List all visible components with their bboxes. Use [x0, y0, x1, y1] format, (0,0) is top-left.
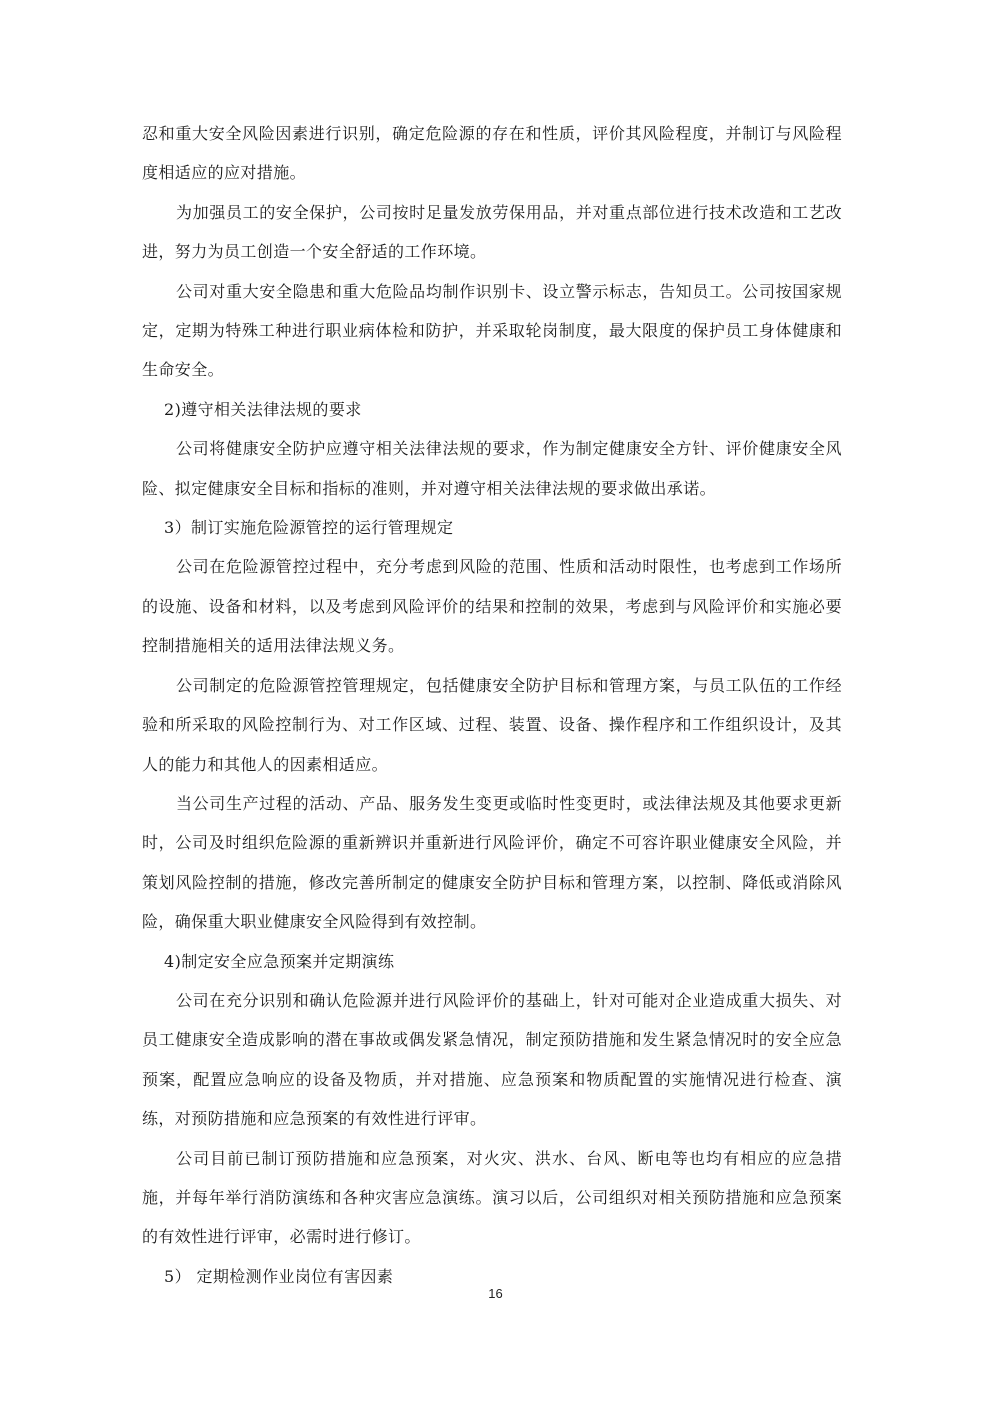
section-heading-5: 5） 定期检测作业岗位有害因素	[164, 1266, 394, 1286]
document-body	[142, 114, 842, 1296]
section-heading-4: 4)制定安全应急预案并定期演练	[164, 951, 395, 971]
page-number: 16	[488, 1286, 503, 1301]
body-paragraph-8: 公司在充分识别和确认危险源并进行风险评价的基础上，针对可能对企业造成重大损失、对员工健康安全造成影响的潜在事故或偶发紧急情况，制定预防措施和发生紧急情况时的安全应急预案，配置应急响应的设备及物质，并对措施、应急预案和物质配置的实施情况进行检查、演练，对预防措施和应急预案的有效性进行评审。	[142, 990, 842, 1129]
section-heading-2: 2)遵守相关法律法规的要求	[164, 399, 362, 419]
body-paragraph-4: 公司将健康安全防护应遵守相关法律法规的要求，作为制定健康安全方针、评价健康安全风险、拟定健康安全目标和指标的准则，并对遵守相关法律法规的要求做出承诺。	[142, 439, 842, 498]
body-paragraph-6: 公司制定的危险源管控管理规定，包括健康安全防护目标和管理方案，与员工队伍的工作经验和所采取的风险控制行为、对工作区域、过程、装置、设备、操作程序和工作组织设计，及其人的能力和其他人的因素相适应。	[142, 675, 842, 774]
section-heading-3: 3）制订实施危险源管控的运行管理规定	[164, 518, 454, 538]
body-paragraph-2: 为加强员工的安全保护，公司按时足量发放劳保用品，并对重点部位进行技术改造和工艺改进，努力为员工创造一个安全舒适的工作环境。	[142, 202, 842, 262]
body-paragraph-5: 公司在危险源管控过程中，充分考虑到风险的范围、性质和活动时限性，也考虑到工作场所的设施、设备和材料，以及考虑到风险评价的结果和控制的效果，考虑到与风险评价和实施必要控制措施相关的适用法律法规义务。	[142, 557, 842, 656]
body-paragraph-7: 当公司生产过程的活动、产品、服务发生变更或临时性变更时，或法律法规及其他要求更新时，公司及时组织危险源的重新辨识并重新进行风险评价，确定不可容许职业健康安全风险，并策划风险控制的措施，修改完善所制定的健康安全防护目标和管理方案，以控制、降低或消除风险，确保重大职业健康安全风险得到有效控制。	[142, 793, 842, 932]
body-paragraph-9: 公司目前已制订预防措施和应急预案，对火灾、洪水、台风、断电等也均有相应的应急措施，并每年举行消防演练和各种灾害应急演练。演习以后，公司组织对相关预防措施和应急预案的有效性进行评审，必需时进行修订。	[142, 1148, 842, 1247]
body-paragraph-3: 公司对重大安全隐患和重大危险品均制作识别卡、设立警示标志，告知员工。公司按国家规定，定期为特殊工种进行职业病体检和防护，并采取轮岗制度，最大限度的保护员工身体健康和生命安全。	[142, 281, 842, 380]
body-paragraph-1: 忍和重大安全风险因素进行识别，确定危险源的存在和性质，评价其风险程度，并制订与风险程度相适应的应对措施。	[142, 124, 842, 183]
